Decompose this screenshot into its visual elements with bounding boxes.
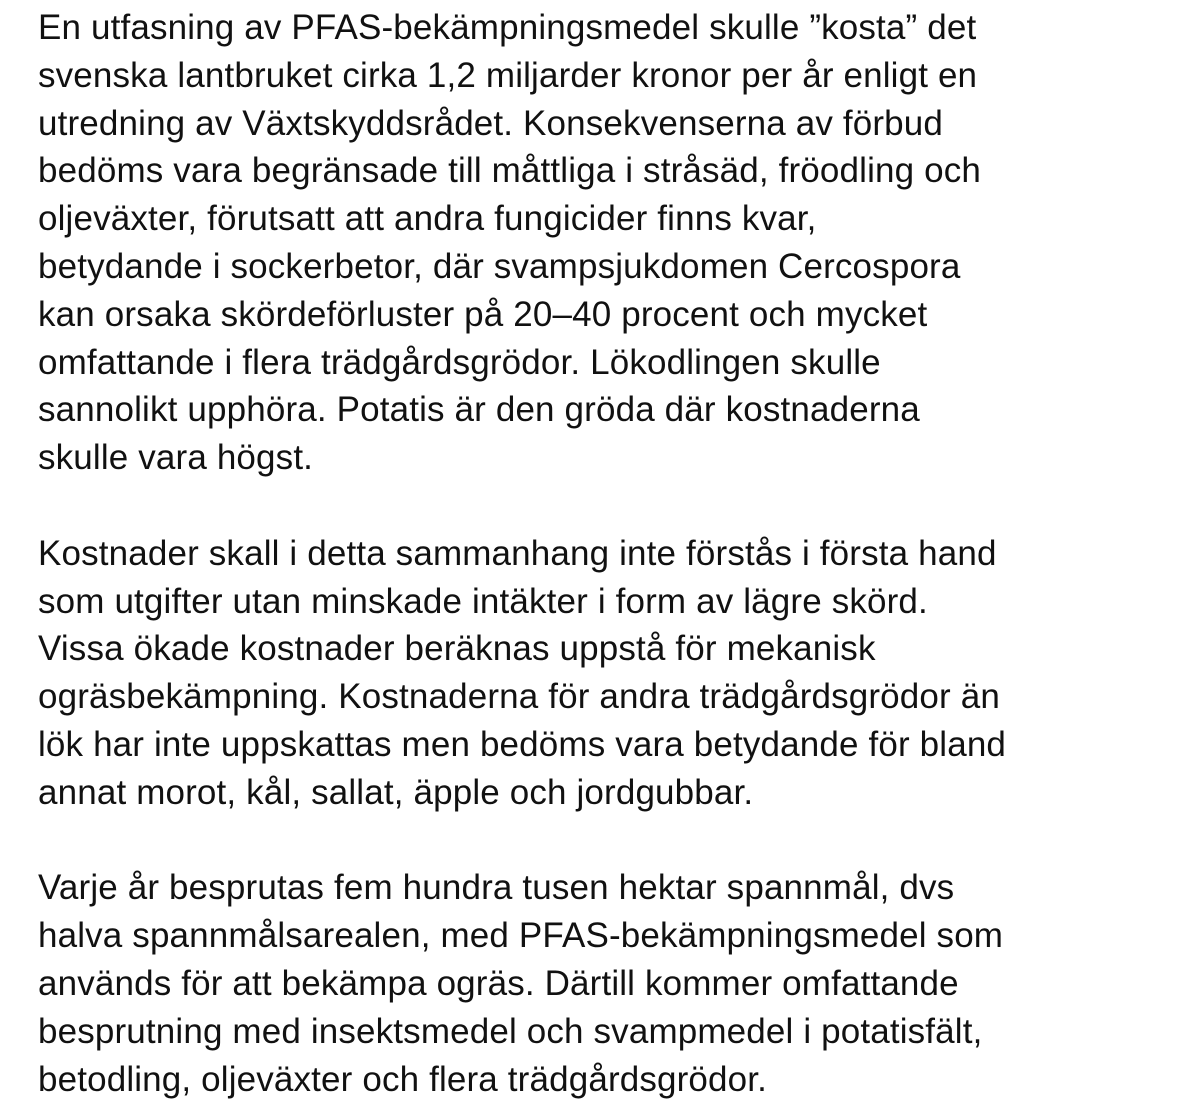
text-line: besprutning med insektsmedel och svampmedel i potatisfält, <box>38 1011 983 1051</box>
text-line: används för att bekämpa ogräs. Därtill kommer omfattande <box>38 963 959 1003</box>
text-line: bedöms vara begränsade till måttliga i stråsäd, fröodling och <box>38 151 981 191</box>
text-line: lök har inte uppskattas men bedöms vara betydande för bland <box>38 724 1007 764</box>
text-line: sannolikt upphöra. Potatis är den gröda där kostnaderna <box>38 390 920 430</box>
text-line: Varje år besprutas fem hundra tusen hektar spannmål, dvs <box>38 868 955 908</box>
text-line: ogräsbekämpning. Kostnaderna för andra trädgårdsgrödor än <box>38 677 1000 717</box>
text-line: omfattande i flera trädgårdsgrödor. Lökodlingen skulle <box>38 342 881 382</box>
text-line: annat morot, kål, sallat, äpple och jordgubbar. <box>38 772 754 812</box>
text-line: halva spannmålsarealen, med PFAS-bekämpningsmedel som <box>38 916 1004 956</box>
text-line: kan orsaka skördeförluster på 20–40 procent och mycket <box>38 294 928 334</box>
text-line: oljeväxter, förutsatt att andra fungicider finns kvar, <box>38 199 817 239</box>
text-line: En utfasning av PFAS-bekämpningsmedel skulle ”kosta” det <box>38 8 977 47</box>
text-line: skulle vara högst. <box>38 438 314 478</box>
document-body <box>38 0 1178 1103</box>
paragraph-2 <box>38 530 1178 817</box>
text-line: svenska lantbruket cirka 1,2 miljarder kronor per år enligt en <box>38 55 978 95</box>
text-line: betydande i sockerbetor, där svampsjukdomen Cercospora <box>38 246 961 286</box>
paragraph-3 <box>38 864 1178 1103</box>
text-line: som utgifter utan minskade intäkter i form av lägre skörd. <box>38 581 928 621</box>
text-line: betodling, oljeväxter och flera trädgårdsgrödor. <box>38 1059 768 1099</box>
text-line: Vissa ökade kostnader beräknas uppstå för mekanisk <box>38 629 876 669</box>
paragraph-1 <box>38 0 1178 482</box>
text-line: Kostnader skall i detta sammanhang inte förstås i första hand <box>38 533 997 573</box>
text-line: utredning av Växtskyddsrådet. Konsekvenserna av förbud <box>38 103 944 143</box>
